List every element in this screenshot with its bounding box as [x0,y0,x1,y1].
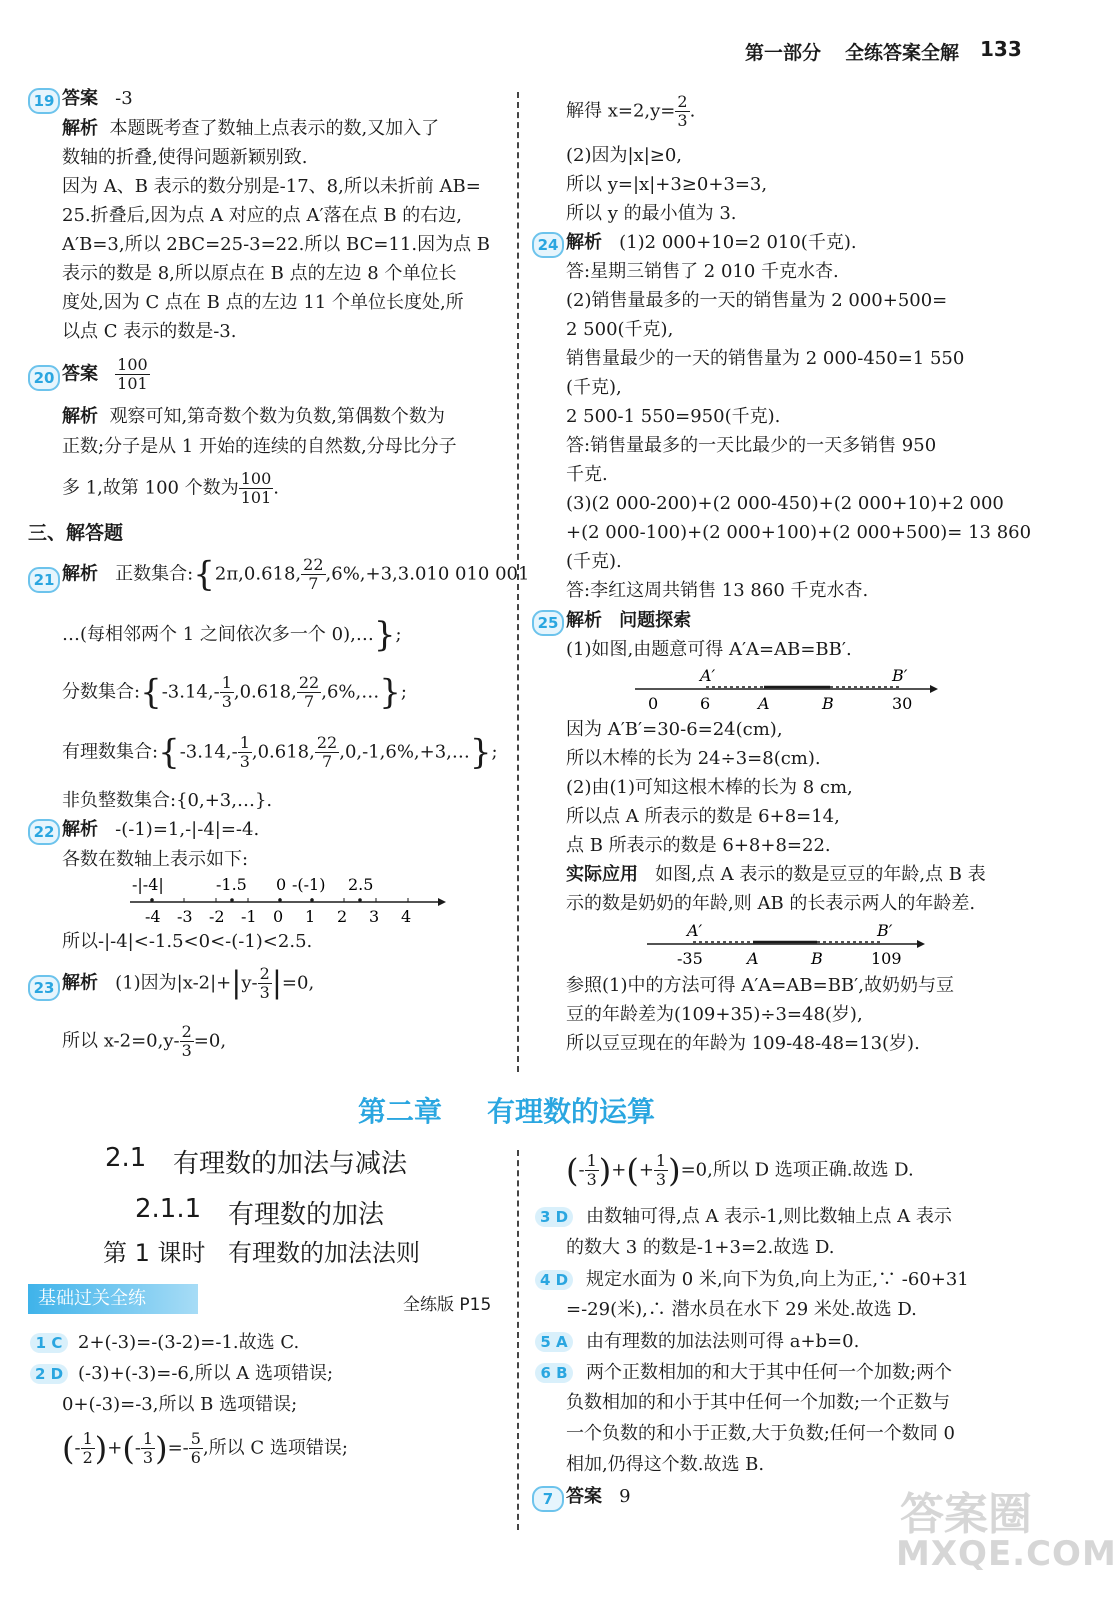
answer-number: 6 B [535,1363,573,1383]
text-line: 本题既考查了数轴上点表示的数,又加入了 [109,118,440,139]
number-point-label: -(-1) [292,875,326,894]
subsection-title: 有理数的加法 [228,1200,385,1230]
text-line: 0+(-3)=-3,所以 B 选项错误; [62,1394,298,1415]
tick-label: -35 [677,949,703,968]
chapter-number: 第二章 [358,1095,443,1128]
text-line: 点 B 所表示的数是 6+8+8=22. [566,835,831,856]
text-line: 2 500(千克), [566,319,674,340]
text-line: +(2 000-100)+(2 000+100)+(2 000+500)= 13 860 [566,522,1032,543]
question-number: 23 [28,975,60,1001]
text-line: 的数大 3 的数是-1+3=2.故选 D. [566,1237,835,1258]
number-point-label: -|-4| [132,875,164,894]
axis-tick-label: -3 [177,907,193,926]
text-line: 千克. [566,464,608,485]
question-number: 22 [28,819,60,845]
q21-rational-set: 有理数集合:{-3.14,- $\frac{1}{3}$ ,0.618, $\frac{22}{7}$ ,0,-1,6%,+3,…}; [62,732,498,773]
question-number: 21 [28,567,60,593]
axis-tick-label: 4 [401,907,412,926]
q23-line2: 所以 x-2=0,y- $\frac{2}{3}$ =0, [62,1022,227,1060]
question-number: 25 [532,610,564,636]
analysis-label: 解析 [566,610,602,631]
number-point-label: 2.5 [348,875,374,894]
q21-positive-cont: …(每相邻两个 1 之间依次多一个 0),…}; [62,615,402,655]
tick-label: B [822,694,834,713]
fraction: $\frac{100}{101}$ [117,355,148,393]
section-heading: 三、解答题 [28,522,124,544]
analysis-label: 解析 [62,819,98,840]
question-number: 20 [28,365,60,391]
axis-tick-label: 2 [337,907,348,926]
text-line: A′B=3,所以 2BC=25-3=22.所以 BC=11.因为点 B [62,234,491,255]
analysis-label: 解析 [566,232,602,253]
text-line: 相加,仍得这个数.故选 B. [566,1454,765,1475]
q25-app-line: 实际应用 如图,点 A 表示的数是豆豆的年龄,点 B 表 [566,864,986,885]
text-line: 答:星期三销售了 2 010 千克水杏. [566,261,839,282]
q23-cont-line1: 解得 x=2,y= $\frac{2}{3}$ . [566,92,696,130]
text-line: 一个负数的和小于正数,大于负数;任何一个数同 0 [566,1423,955,1444]
answer-number: 2 D [30,1364,68,1384]
label-a-prime: A′ [700,666,716,685]
q19-answer-line [62,88,133,110]
q19-analysis-line [62,118,439,140]
answer-number: 5 A [535,1332,573,1352]
section-title: 有理数的加法与减法 [173,1149,408,1179]
text-line: 答:李红这周共销售 13 860 千克水杏. [566,580,869,601]
q21-nonneg-set: 非负整数集合:{0,+3,…}. [62,790,273,811]
text-line: 销售量最少的一天的销售量为 2 000-450=1 550 [566,348,965,369]
axis-tick-label: -4 [145,907,161,926]
tick-label: 30 [892,694,913,713]
lesson-label: 第 1 课时 [103,1239,206,1267]
text-line: 所以 y 的最小值为 3. [566,203,737,224]
text-line: 2+(-3)=-(3-2)=-1.故选 C. [78,1332,300,1353]
analysis-label: 解析 [62,118,98,139]
q22-line1: 解析 -(-1)=1,-|-4|=-4. [62,819,260,840]
segment-figure-2 [645,920,935,970]
number-point [358,898,362,902]
text-line: 观察可知,第奇数个数为负数,第偶数个数为 [109,406,445,427]
header-part: 第一部分 [745,42,822,64]
text-line: (2)因为|x|≥0, [566,145,683,166]
number-line-figure [120,874,450,932]
text-line: 所以点 A 所表示的数是 6+8=14, [566,806,840,827]
axis-tick-label: -1 [241,907,257,926]
banner-reference: 全练版 P15 [403,1295,492,1315]
text-line: 由数轴可得,点 A 表示-1,则比数轴上点 A 表示 [586,1206,952,1227]
text-line: 两个正数相加的和大于其中任何一个加数;两个 [586,1362,953,1383]
question-number: 24 [532,232,564,258]
text-line: (千克), [566,377,622,398]
text-line: 由有理数的加法法则可得 a+b=0. [586,1331,860,1352]
axis-tick-label: -2 [209,907,225,926]
question-number: 7 [532,1486,564,1512]
text-line: 豆的年龄差为(109+35)÷3=48(岁), [566,1004,863,1025]
text-line: 数轴的折叠,使得问题新颖别致. [62,147,308,168]
q22-line3: 所以-|-4|<-1.5<0<-(-1)<2.5. [62,931,313,952]
text-line: 规定水面为 0 米,向下为负,向上为正,∵ -60+31 [586,1269,969,1290]
number-point [278,898,282,902]
analysis-label: 解析 [62,563,98,585]
q22-line2: 各数在数轴上表示如下: [62,849,249,870]
text-line: (-3)+(-3)=-6,所以 A 选项错误; [78,1363,334,1384]
question-number: 19 [28,88,60,114]
analysis-label: 解析 [62,972,98,994]
q24-line: 解析 (1)2 000+10=2 010(千克). [566,232,857,253]
chapter-title: 有理数的运算 [487,1095,656,1128]
q21-fraction-set: 分数集合:{-3.14,- $\frac{1}{3}$ ,0.618, $\frac{22}{7}$ ,6%,…}; [62,672,407,713]
text-line: 所以木棒的长为 24÷3=8(cm). [566,748,821,769]
text-line: 表示的数是 8,所以原点在 B 点的左边 8 个单位长 [62,263,457,284]
axis-tick-label: 1 [305,907,316,926]
tick-label: B [811,949,823,968]
a7-answer-line: 答案 9 [566,1486,631,1507]
page-number: 133 [980,37,1022,61]
answer-label: 答案 [62,363,98,385]
number-point-label: 0 [276,875,287,894]
q20-answer-line [62,356,150,393]
column-divider-bottom [517,1150,519,1530]
label-b-prime: B′ [892,666,908,685]
text-line: 2 500-1 550=950(千克). [566,406,781,427]
q23-line1: 解析 (1)因为|x-2|+|y- $\frac{2}{3}$ |=0, [62,964,315,1002]
answer-number: 1 C [30,1333,68,1353]
tick-label: 0 [648,694,659,713]
tick-label: A [747,949,759,968]
section-number: 2.1 [105,1143,147,1173]
number-point [150,898,154,902]
text-line: 所以 y=|x|+3≥0+3=3, [566,174,768,195]
subsection-number: 2.1.1 [135,1194,202,1224]
text-line: (1)如图,由题意可得 A′A=AB=BB′. [566,639,852,660]
d-option-line: (- $\frac{1}{3}$ )+(+ $\frac{1}{3}$ )=0,所以 D 选项正确.故选 D. [566,1151,914,1190]
a2-fraction-line: (- $\frac{1}{2}$ )+(- $\frac{1}{3}$ )=- $\frac{5}{6}$ ,所以 C 选项错误; [62,1429,348,1468]
segment-figure-1 [630,665,942,715]
text-line: 正数;分子是从 1 开始的连续的自然数,分母比分子 [62,436,457,457]
basic-practice-banner: 基础过关全练 [28,1284,198,1314]
tick-label: 6 [700,694,711,713]
text-line: 参照(1)中的方法可得 A′A=AB=BB′,故奶奶与豆 [566,975,954,996]
text-line: 度处,因为 C 点在 B 点的左边 11 个单位长度处,所 [62,292,464,313]
text-line: 以点 C 表示的数是-3. [62,321,237,342]
text-line: 答:销售量最多的一天比最少的一天多销售 950 [566,435,937,456]
text-line: =-29(米),∴ 潜水员在水下 29 米处.故选 D. [566,1299,917,1320]
tick-label: A [758,694,770,713]
q20-last-line: 多 1,故第 100 个数为 $\frac{100}{101}$ . [62,469,279,507]
watermark-logo: 答案圈 [900,1489,1032,1540]
fraction: $\frac{100}{101}$ [240,469,272,507]
axis-tick-label: 0 [273,907,284,926]
analysis-label: 解析 [62,406,98,427]
tick-label: 109 [871,949,902,968]
answer-number: 4 D [535,1270,573,1290]
label-b-prime: B′ [877,921,893,940]
text-line: 因为 A′B′=30-6=24(cm), [566,719,783,740]
text-line: 因为 A、B 表示的数分别是-17、8,所以未折前 AB= [62,176,481,197]
number-point [230,898,234,902]
answer-number: 3 D [535,1207,573,1227]
text-line: (千克). [566,551,622,572]
text-line: 负数相加的和小于其中任何一个加数;一个正数与 [566,1392,951,1413]
q21-positive-line: 解析 正数集合:{2π,0.618, $\frac{22}{7}$ ,6%,+3,3.010 010 001 [62,554,530,595]
text-line: 示的数是奶奶的年龄,则 AB 的长表示两人的年龄差. [566,893,976,914]
answer-label: 答案 [62,88,98,109]
lesson-title: 有理数的加法法则 [228,1239,420,1267]
text-line: (2)销售量最多的一天的销售量为 2 000+500= [566,290,948,311]
text-line: (2)由(1)可知这根木棒的长为 8 cm, [566,777,853,798]
number-point-label: -1.5 [216,875,247,894]
answer-value: -3 [115,88,133,109]
axis-tick-label: 3 [369,907,380,926]
q25-title-line: 解析 问题探索 [566,610,692,631]
q20-analysis-line [62,406,445,428]
text-line: 所以豆豆现在的年龄为 109-48-48=13(岁). [566,1033,920,1054]
text-line: (3)(2 000-200)+(2 000-450)+(2 000+10)+2 000 [566,493,1004,514]
number-point [310,898,314,902]
header-title: 全练答案全解 [845,42,960,64]
text-line: 25.折叠后,因为点 A 对应的点 A′落在点 B 的右边, [62,205,462,226]
watermark-url: MXQE.COM [896,1534,1117,1574]
label-a-prime: A′ [687,921,703,940]
